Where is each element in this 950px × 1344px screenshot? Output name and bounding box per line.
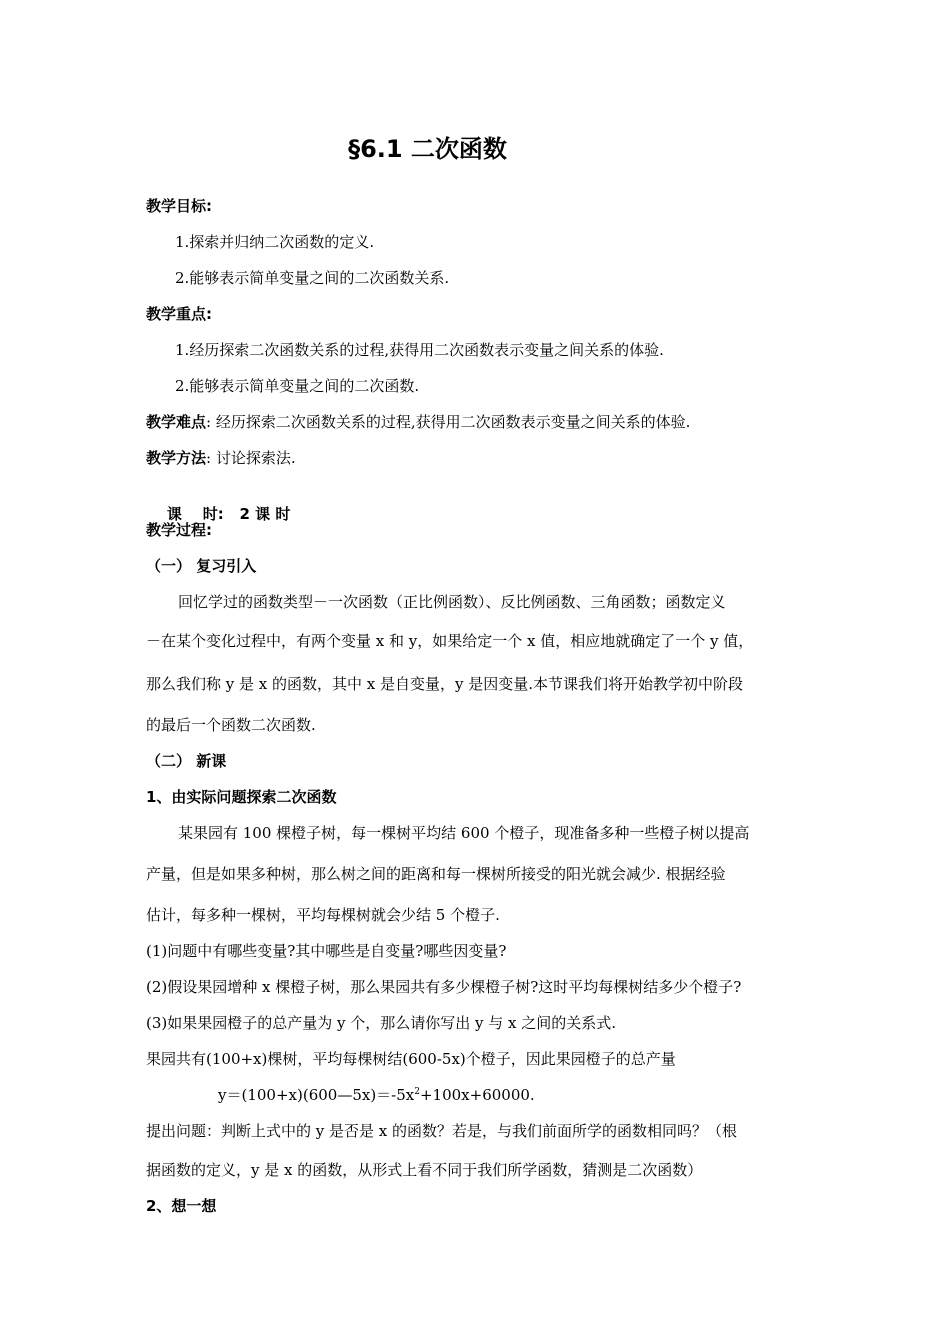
process-heading: 教学过程: (146, 521, 212, 539)
section1-paragraph-line: 的最后一个函数二次函数. (146, 716, 316, 734)
problem-line: 某果园有 100 棵橙子树，每一棵树平均结 600 个橙子，现准备多种一些橙子树以提高 (178, 824, 750, 842)
question-item: (3)如果果园橙子的总产量为 y 个，那么请你写出 y 与 x 之间的关系式. (146, 1014, 617, 1032)
answer-line: 果园共有(100+x)棵树，平均每棵树结(600-5x)个橙子，因此果园橙子的总产量 (146, 1050, 676, 1068)
problem-line: 产量，但是如果多种树，那么树之间的距离和每一棵树所接受的阳光就会减少. 根据经验 (146, 865, 726, 883)
key-points-heading: 教学重点: (146, 305, 212, 323)
section1-paragraph-line: －在某个变化过程中，有两个变量 x 和 y，如果给定一个 x 值，相应地就确定了一个 y 值， (146, 632, 754, 650)
subsection1-heading: 1、由实际问题探索二次函数 (146, 788, 337, 806)
hours-label: 课 时: (166, 505, 224, 523)
key-point-item: 2.能够表示简单变量之间的二次函数. (175, 377, 420, 395)
method-label: 教学方法 (146, 449, 207, 467)
difficulty-text: : 经历探索二次函数关系的过程,获得用二次函数表示变量之间关系的体验. (206, 413, 691, 431)
method-line (146, 448, 810, 468)
problem-line: 估计，每多种一棵树，平均每棵树就会少结 5 个橙子. (146, 906, 500, 924)
method-text: : 讨论探索法. (206, 449, 296, 467)
page-title: §6.1 二次函数 (348, 135, 507, 163)
objective-item: 2.能够表示简单变量之间的二次函数关系. (175, 269, 450, 287)
section1-heading: （一） 复习引入 (146, 557, 257, 575)
key-point-item: 1.经历探索二次函数关系的过程,获得用二次函数表示变量之间关系的体验. (175, 341, 664, 359)
question-paragraph-line: 提出问题：判断上式中的 y 是否是 x 的函数？若是，与我们前面所学的函数相同吗？（根 (146, 1122, 738, 1140)
question-item: (2)假设果园增种 x 棵橙子树，那么果园共有多少棵橙子树?这时平均每棵树结多少个橙子? (146, 978, 742, 996)
formula-exponent: 2 (414, 1087, 420, 1097)
question-item: (1)问题中有哪些变量?其中哪些是自变量?哪些因变量? (146, 942, 507, 960)
objectives-heading: 教学目标: (146, 197, 212, 215)
objective-item: 1.探索并归纳二次函数的定义. (175, 233, 375, 251)
formula (218, 1085, 810, 1105)
section1-paragraph-line: 回忆学过的函数类型－一次函数（正比例函数）、反比例函数、三角函数；函数定义 (178, 593, 726, 611)
section2-heading: （二） 新课 (146, 752, 227, 770)
question-paragraph-line: 据函数的定义，y 是 x 的函数，从形式上看不同于我们所学函数，猜测是二次函数） (146, 1161, 703, 1179)
difficulty-label: 教学难点 (146, 413, 207, 431)
hours-value: 2 课 时 (239, 505, 291, 523)
formula-tail: +100x+60000. (419, 1086, 535, 1104)
subsection2-heading: 2、想一想 (146, 1197, 217, 1215)
difficulty-line (146, 412, 810, 432)
formula-main: y＝(100+x)(600—5x)＝-5x (218, 1086, 415, 1104)
section1-paragraph-line: 那么我们称 y 是 x 的函数，其中 x 是自变量，y 是因变量.本节课我们将开始教学初中阶段 (146, 675, 744, 693)
